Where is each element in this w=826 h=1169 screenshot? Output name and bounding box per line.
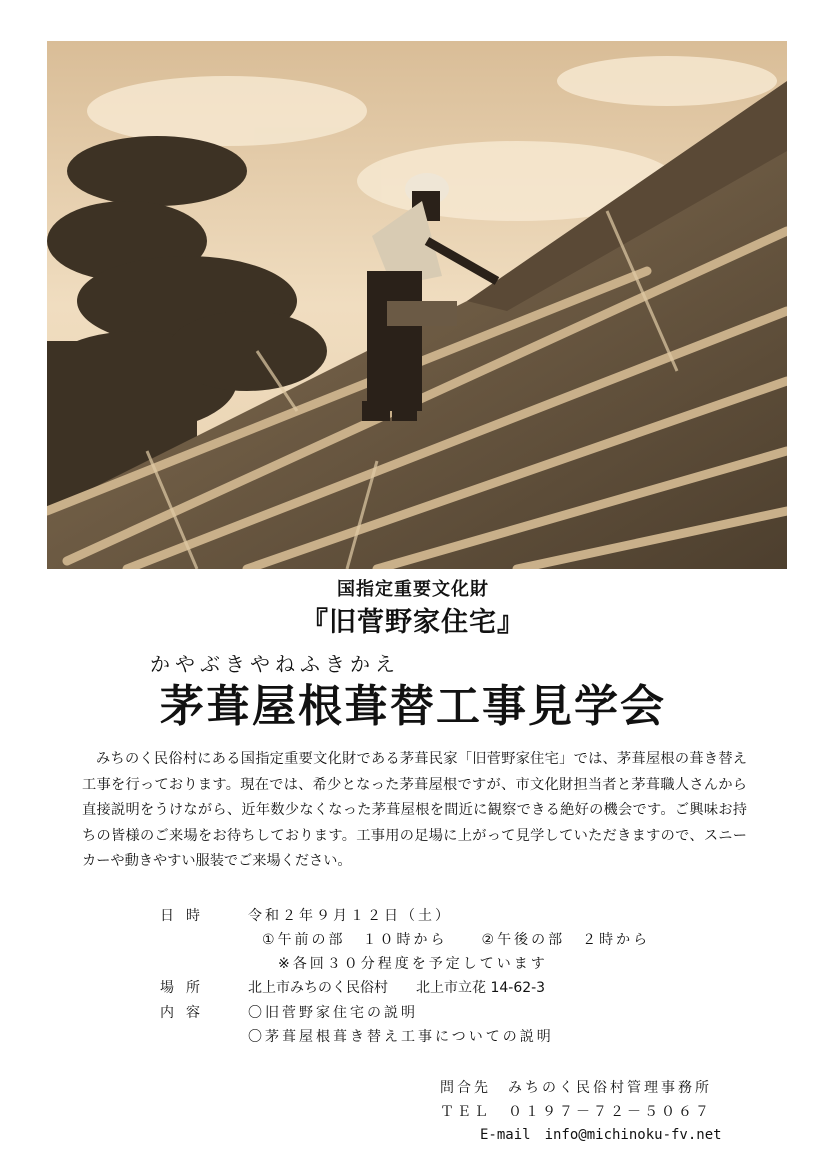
event-title: 茅葺屋根葺替工事見学会 (160, 681, 666, 732)
place-label: 場所 (160, 980, 212, 996)
tel-line: ＴＥＬ ０１９７－７２－５０６７ (440, 1104, 712, 1120)
email-line: E-mail info@michinoku-fv.net (480, 1127, 722, 1143)
duration-note: ※各回３０分程度を予定しています (278, 956, 548, 972)
date-value: 令和２年９月１２日（土） (248, 908, 452, 924)
place-value: 北上市みちのく民俗村 北上市立花 14-62-3 (248, 980, 546, 996)
intro-paragraph: みちのく民俗村にある国指定重要文化財である茅葺民家「旧菅野家住宅」では、茅葺屋根の葺き替え工事を行っております。現在では、希少となった茅葺屋根ですが、市文化財担当者と茅葺職人さんから直接説明をうけながら、近年数少なくなった茅葺屋根を間近に観察できる絶好の機会です。ご興味お持ちの皆様のご来場をお待ちしております。工事用の足場に上がって見学していただきますので、スニーカーや動きやすい服装でご来場ください。 (82, 751, 747, 869)
photo-illustration (47, 41, 787, 569)
sessions-value: ①午前の部 １０時から ②午後の部 ２時から (262, 932, 651, 948)
designation-subtitle: 国指定重要文化財 (337, 579, 489, 600)
date-label: 日時 (160, 908, 212, 924)
content-label: 内容 (160, 1005, 212, 1021)
inquiry-line: 問合先 みちのく民俗村管理事務所 (440, 1080, 712, 1096)
content-item-2: 〇茅葺屋根葺き替え工事についての説明 (248, 1029, 554, 1045)
house-name: 『旧菅野家住宅』 (301, 607, 525, 638)
content-item-1: 〇旧菅野家住宅の説明 (248, 1005, 418, 1021)
title-ruby: かやぶきやねふきかえ (150, 652, 400, 676)
contact-block (440, 1077, 722, 1144)
thatching-photo (47, 41, 787, 569)
